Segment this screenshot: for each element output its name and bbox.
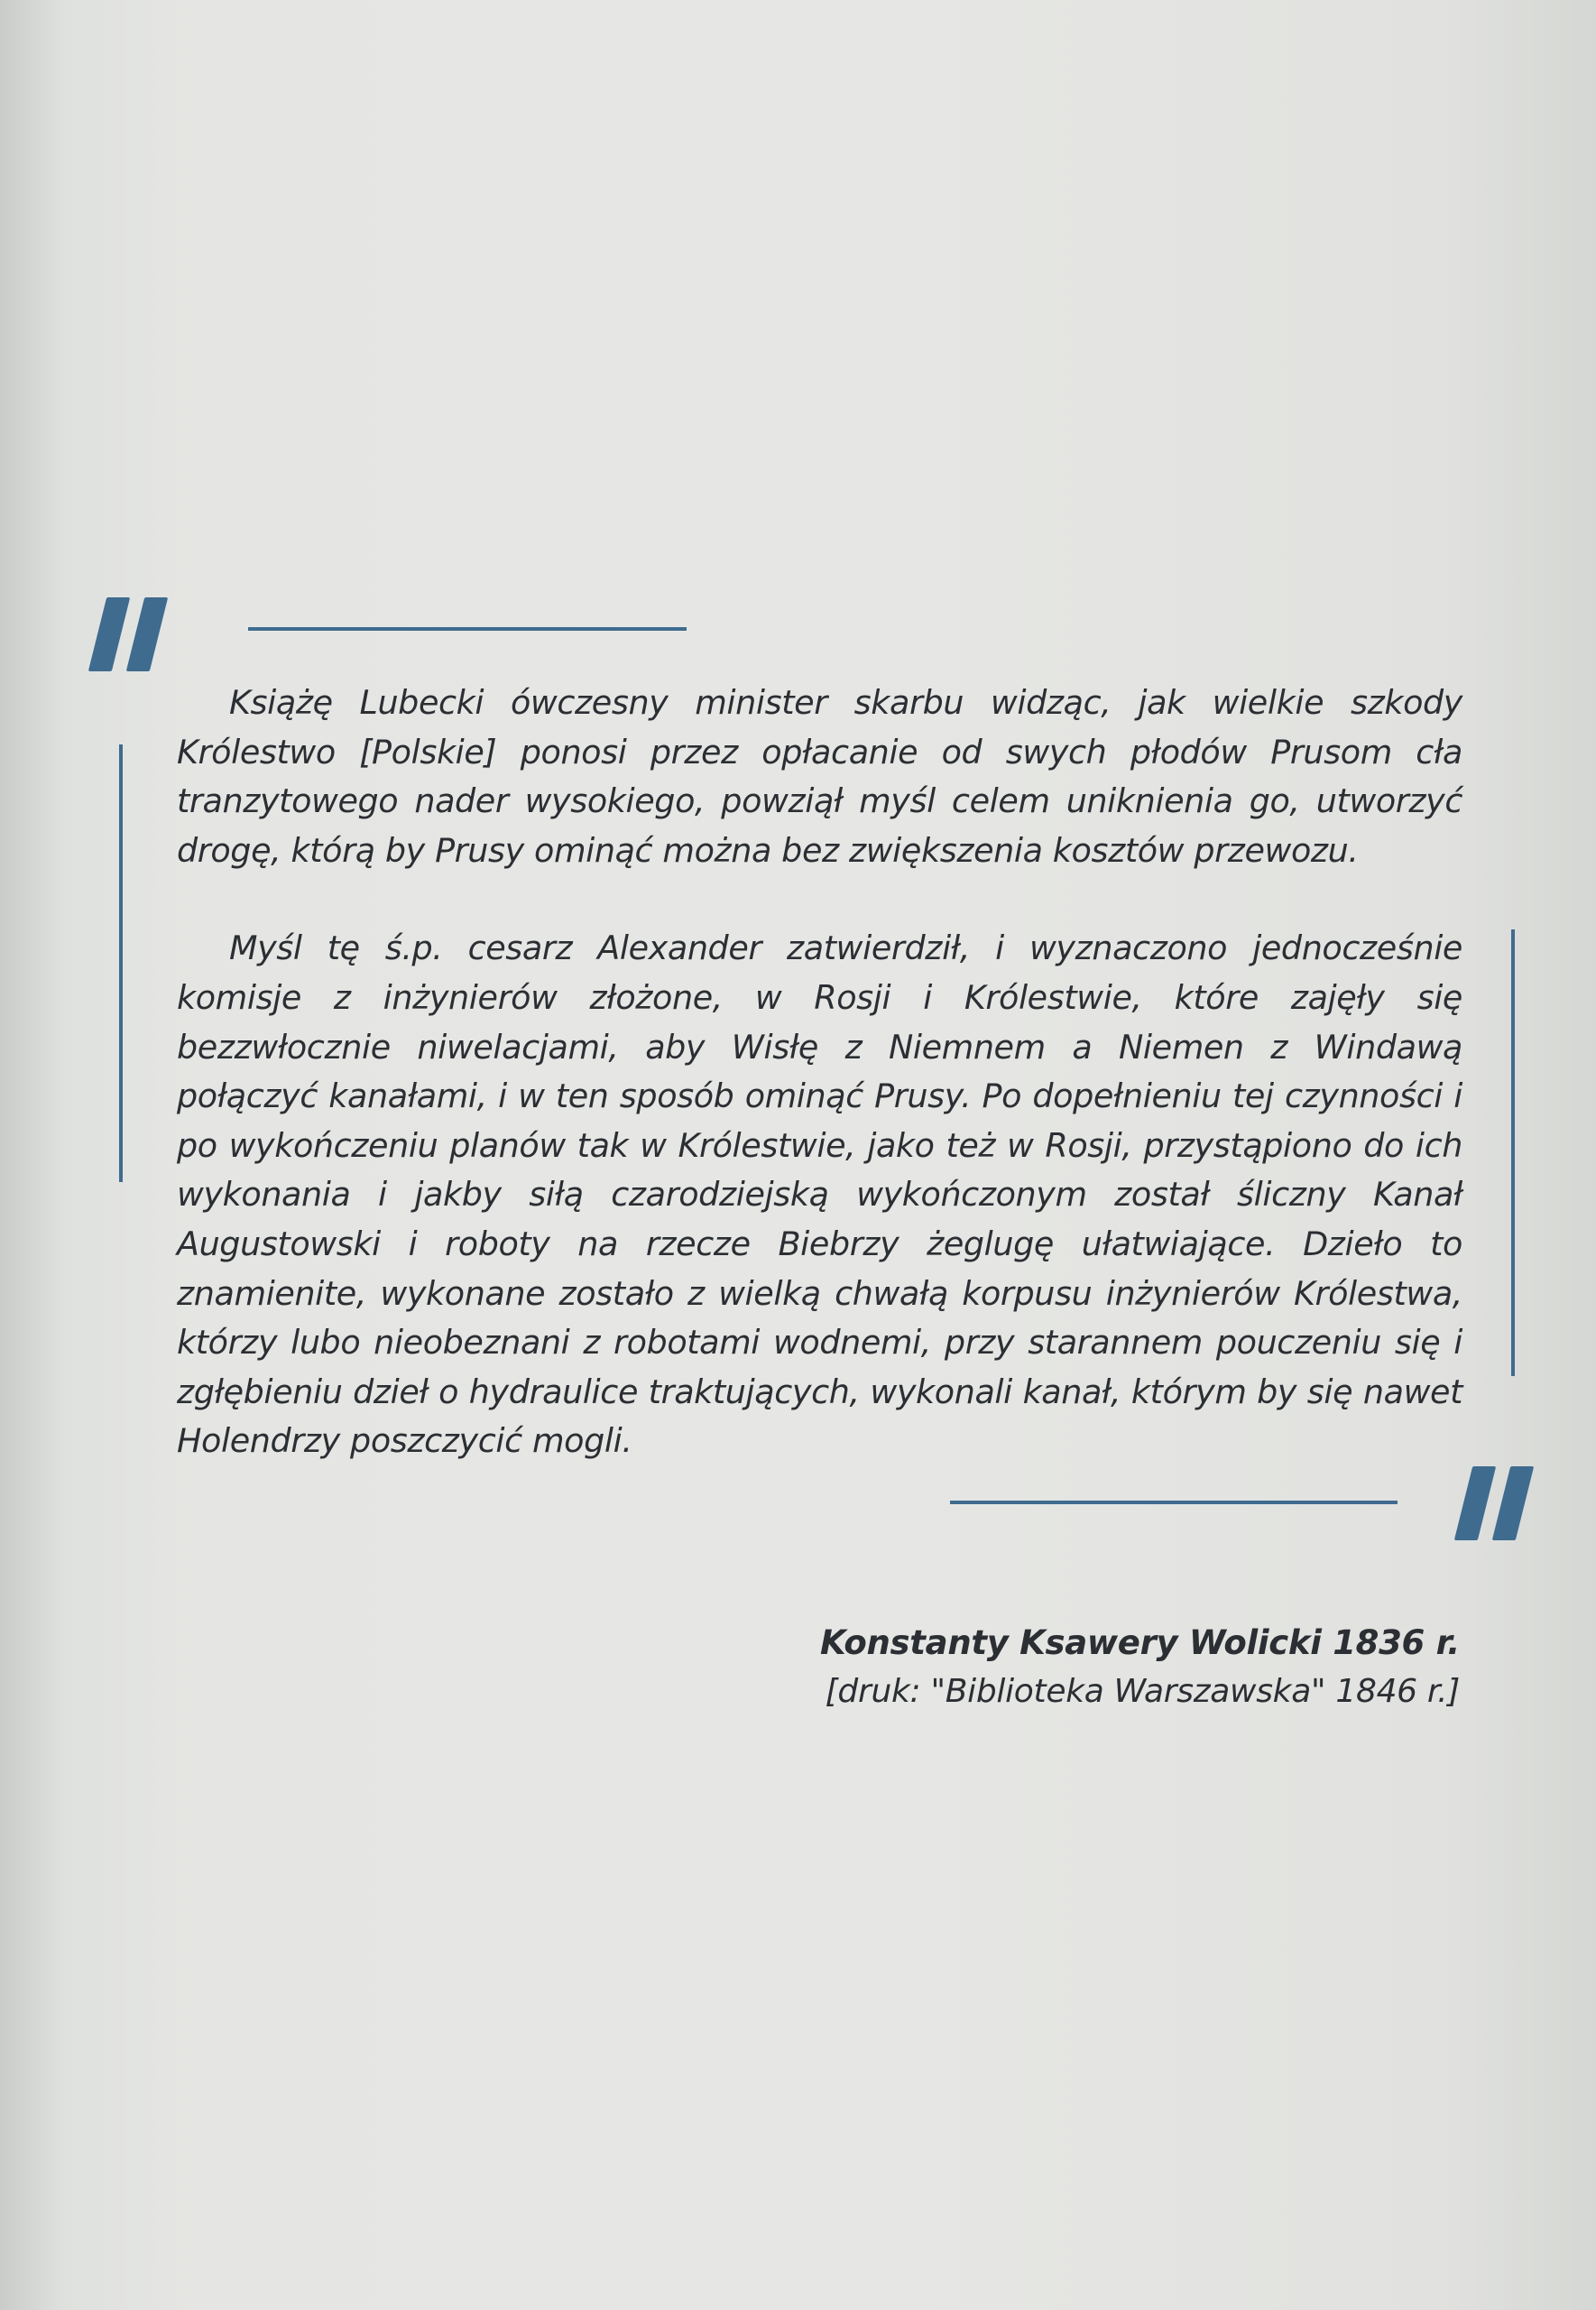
quote-paragraph-2: Myśl tę ś.p. cesarz Alexander zatwierdził, i wyznaczono jednocześnie komisje z inżynierów złożone, w Rosji i Królestwie, które zajęły się bezzwłocznie niwelacjami, aby Wisłę z Niemnem a Niemen z Windawą połączyć kanałami, i w ten sposób ominąć Prusy. Po dopełnieniu tej czynności i po wykończeniu planów tak w Królestwie, jako też w Rosji, przystąpiono do ich wykonania i jakby siłą czarodziejską wykończonym został śliczny Kanał Augustowski i roboty na rzecze Biebrzy żeglugę ułatwiające. Dzieło to znamienite, wykonane zostało z wielką chwałą korpusu inżynierów Królestwa, którzy lubo nieobeznani z robotami wodnemi, przy starannem pouczeniu się i zgłębieniu dzieł o hydraulice traktujących, wykonali kanał, którym by się nawet Holendrzy poszczycić mogli. xyxy=(177,929,1462,1461)
quote-stroke xyxy=(1492,1466,1534,1540)
opening-quote-icon xyxy=(97,597,159,671)
left-accent-bar xyxy=(119,744,123,1182)
right-accent-bar xyxy=(1511,929,1515,1376)
attribution-source: [druk: "Biblioteka Warszawska" 1846 r.] xyxy=(825,1673,1460,1710)
top-divider xyxy=(248,627,687,631)
quote-body xyxy=(177,679,1462,1466)
quote-stroke xyxy=(88,597,130,671)
attribution xyxy=(820,1619,1460,1716)
quote-stroke xyxy=(126,597,168,671)
attribution-author: Konstanty Ksawery Wolicki 1836 r. xyxy=(820,1623,1460,1662)
bottom-divider xyxy=(950,1501,1398,1504)
quote-stroke xyxy=(1454,1466,1496,1540)
closing-quote-icon xyxy=(1463,1466,1525,1540)
quote-paragraph-1: Książę Lubecki ówczesny minister skarbu widząc, jak wielkie szkody Królestwo [Polskie] ponosi przez opłacanie od swych płodów Prusom cła tranzytowego nader wysokiego, powziął myśl celem uniknienia go, utworzyć drogę, którą by Prusy ominąć można bez zwiększenia kosztów przewozu. xyxy=(177,683,1462,870)
